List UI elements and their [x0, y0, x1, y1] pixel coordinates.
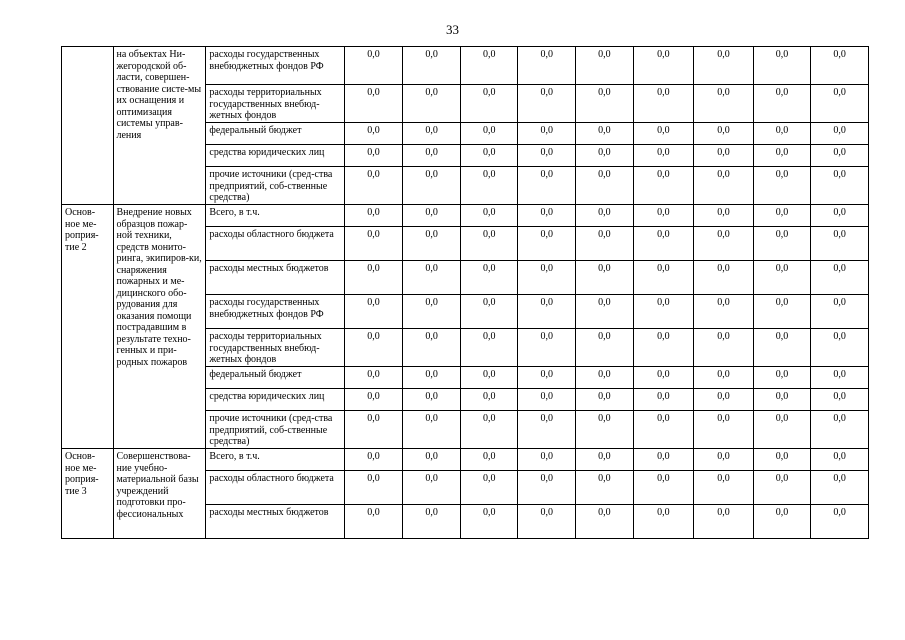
table-row — [62, 47, 869, 85]
value-cell: 0,0 — [518, 205, 576, 227]
funding-source-cell: средства юридических лиц — [206, 145, 344, 167]
value-cell: 0,0 — [694, 505, 754, 539]
value-cell: 0,0 — [576, 367, 634, 389]
value-cell: 0,0 — [576, 449, 634, 471]
value-cell: 0,0 — [753, 411, 811, 449]
value-cell: 0,0 — [344, 505, 403, 539]
value-cell: 0,0 — [344, 123, 403, 145]
value-cell: 0,0 — [811, 505, 869, 539]
value-cell: 0,0 — [811, 329, 869, 367]
value-cell: 0,0 — [753, 261, 811, 295]
value-cell: 0,0 — [811, 449, 869, 471]
value-cell: 0,0 — [460, 505, 518, 539]
value-cell: 0,0 — [460, 471, 518, 505]
value-cell: 0,0 — [694, 411, 754, 449]
value-cell: 0,0 — [344, 389, 403, 411]
value-cell: 0,0 — [344, 329, 403, 367]
value-cell: 0,0 — [518, 123, 576, 145]
value-cell: 0,0 — [344, 167, 403, 205]
event-cell: Основ-ное ме-роприя-тие 2 — [62, 205, 114, 449]
value-cell: 0,0 — [344, 85, 403, 123]
value-cell: 0,0 — [753, 205, 811, 227]
value-cell: 0,0 — [576, 205, 634, 227]
value-cell: 0,0 — [753, 329, 811, 367]
value-cell: 0,0 — [518, 471, 576, 505]
value-cell: 0,0 — [460, 167, 518, 205]
value-cell: 0,0 — [694, 389, 754, 411]
value-cell: 0,0 — [811, 471, 869, 505]
funding-source-cell: прочие источники (сред-ства предприятий, соб-ственные средства) — [206, 167, 344, 205]
value-cell: 0,0 — [694, 227, 754, 261]
value-cell: 0,0 — [694, 471, 754, 505]
value-cell: 0,0 — [576, 329, 634, 367]
value-cell: 0,0 — [633, 389, 694, 411]
value-cell: 0,0 — [518, 295, 576, 329]
value-cell: 0,0 — [576, 123, 634, 145]
value-cell: 0,0 — [811, 145, 869, 167]
value-cell: 0,0 — [344, 411, 403, 449]
value-cell: 0,0 — [460, 85, 518, 123]
funding-source-cell: средства юридических лиц — [206, 389, 344, 411]
value-cell: 0,0 — [403, 145, 461, 167]
page-number: 33 — [446, 22, 459, 37]
funding-source-cell: федеральный бюджет — [206, 123, 344, 145]
value-cell: 0,0 — [576, 471, 634, 505]
funding-source-cell: расходы областного бюджета — [206, 227, 344, 261]
value-cell: 0,0 — [518, 367, 576, 389]
value-cell: 0,0 — [576, 47, 634, 85]
value-cell: 0,0 — [633, 471, 694, 505]
value-cell: 0,0 — [403, 123, 461, 145]
value-cell: 0,0 — [403, 227, 461, 261]
value-cell: 0,0 — [344, 471, 403, 505]
value-cell: 0,0 — [344, 261, 403, 295]
funding-source-cell: расходы государственных внебюджетных фондов РФ — [206, 295, 344, 329]
value-cell: 0,0 — [460, 411, 518, 449]
value-cell: 0,0 — [344, 295, 403, 329]
value-cell: 0,0 — [694, 261, 754, 295]
value-cell: 0,0 — [518, 261, 576, 295]
value-cell: 0,0 — [811, 411, 869, 449]
value-cell: 0,0 — [633, 329, 694, 367]
value-cell: 0,0 — [460, 123, 518, 145]
value-cell: 0,0 — [694, 47, 754, 85]
value-cell: 0,0 — [576, 85, 634, 123]
value-cell: 0,0 — [753, 47, 811, 85]
value-cell: 0,0 — [518, 449, 576, 471]
event-description-cell: на объектах Ни-жегородской об-ласти, совершен-ствование систе-мы их оснащения и оптимизация системы управ-ления — [113, 47, 206, 205]
value-cell: 0,0 — [518, 411, 576, 449]
value-cell: 0,0 — [403, 505, 461, 539]
value-cell: 0,0 — [518, 389, 576, 411]
value-cell: 0,0 — [694, 367, 754, 389]
value-cell: 0,0 — [460, 145, 518, 167]
funding-source-cell: расходы местных бюджетов — [206, 261, 344, 295]
value-cell: 0,0 — [694, 449, 754, 471]
value-cell: 0,0 — [694, 205, 754, 227]
value-cell: 0,0 — [460, 449, 518, 471]
value-cell: 0,0 — [633, 145, 694, 167]
funding-source-cell: расходы областного бюджета — [206, 471, 344, 505]
value-cell: 0,0 — [811, 261, 869, 295]
value-cell: 0,0 — [753, 367, 811, 389]
value-cell: 0,0 — [403, 329, 461, 367]
event-description-cell: Совершенствова-ние учебно-материальной базы учреждений подготовки про-фессиональных — [113, 449, 206, 539]
funding-source-cell: федеральный бюджет — [206, 367, 344, 389]
value-cell: 0,0 — [576, 261, 634, 295]
value-cell: 0,0 — [403, 47, 461, 85]
table-row — [62, 449, 869, 471]
value-cell: 0,0 — [344, 205, 403, 227]
value-cell: 0,0 — [694, 123, 754, 145]
value-cell: 0,0 — [694, 329, 754, 367]
value-cell: 0,0 — [460, 295, 518, 329]
value-cell: 0,0 — [576, 227, 634, 261]
value-cell: 0,0 — [460, 261, 518, 295]
value-cell: 0,0 — [403, 261, 461, 295]
value-cell: 0,0 — [403, 295, 461, 329]
budget-table — [61, 46, 869, 539]
value-cell: 0,0 — [403, 411, 461, 449]
value-cell: 0,0 — [576, 505, 634, 539]
value-cell: 0,0 — [518, 47, 576, 85]
value-cell: 0,0 — [460, 389, 518, 411]
value-cell: 0,0 — [753, 145, 811, 167]
value-cell: 0,0 — [460, 227, 518, 261]
value-cell: 0,0 — [403, 471, 461, 505]
value-cell: 0,0 — [633, 85, 694, 123]
value-cell: 0,0 — [694, 167, 754, 205]
value-cell: 0,0 — [344, 227, 403, 261]
value-cell: 0,0 — [633, 295, 694, 329]
value-cell: 0,0 — [633, 47, 694, 85]
value-cell: 0,0 — [633, 227, 694, 261]
value-cell: 0,0 — [633, 411, 694, 449]
value-cell: 0,0 — [460, 367, 518, 389]
funding-source-cell: расходы территориальных государственных внебюд-жетных фондов — [206, 329, 344, 367]
value-cell: 0,0 — [633, 367, 694, 389]
value-cell: 0,0 — [753, 85, 811, 123]
value-cell: 0,0 — [753, 167, 811, 205]
value-cell: 0,0 — [460, 205, 518, 227]
value-cell: 0,0 — [694, 145, 754, 167]
table-row — [62, 205, 869, 227]
value-cell: 0,0 — [460, 329, 518, 367]
funding-source-cell: прочие источники (сред-ства предприятий, соб-ственные средства) — [206, 411, 344, 449]
value-cell: 0,0 — [403, 367, 461, 389]
value-cell: 0,0 — [694, 85, 754, 123]
value-cell: 0,0 — [576, 295, 634, 329]
value-cell: 0,0 — [811, 295, 869, 329]
value-cell: 0,0 — [403, 85, 461, 123]
value-cell: 0,0 — [518, 145, 576, 167]
value-cell: 0,0 — [811, 367, 869, 389]
value-cell: 0,0 — [403, 449, 461, 471]
value-cell: 0,0 — [576, 167, 634, 205]
funding-source-cell: расходы государственных внебюджетных фондов РФ — [206, 47, 344, 85]
funding-source-cell: расходы территориальных государственных внебюд-жетных фондов — [206, 85, 344, 123]
value-cell: 0,0 — [460, 47, 518, 85]
funding-source-cell: Всего, в т.ч. — [206, 205, 344, 227]
value-cell: 0,0 — [344, 145, 403, 167]
value-cell: 0,0 — [811, 167, 869, 205]
funding-source-cell: расходы местных бюджетов — [206, 505, 344, 539]
value-cell: 0,0 — [811, 47, 869, 85]
value-cell: 0,0 — [518, 227, 576, 261]
value-cell: 0,0 — [576, 411, 634, 449]
value-cell: 0,0 — [633, 123, 694, 145]
value-cell: 0,0 — [753, 389, 811, 411]
value-cell: 0,0 — [811, 205, 869, 227]
value-cell: 0,0 — [403, 389, 461, 411]
value-cell: 0,0 — [633, 449, 694, 471]
value-cell: 0,0 — [576, 145, 634, 167]
value-cell: 0,0 — [576, 389, 634, 411]
value-cell: 0,0 — [633, 205, 694, 227]
value-cell: 0,0 — [633, 167, 694, 205]
value-cell: 0,0 — [344, 367, 403, 389]
event-cell — [62, 47, 114, 205]
value-cell: 0,0 — [403, 205, 461, 227]
value-cell: 0,0 — [753, 123, 811, 145]
event-description-cell: Внедрение новых образцов пожар-ной техники, средств монито-ринга, экипиров-ки, снаряжения пожарных и ме-дицинского обо-рудования для оказания помощи пострадавшим в результате техно-генных и при-родных пожаров — [113, 205, 206, 449]
value-cell: 0,0 — [753, 295, 811, 329]
value-cell: 0,0 — [518, 505, 576, 539]
value-cell: 0,0 — [753, 227, 811, 261]
value-cell: 0,0 — [811, 227, 869, 261]
value-cell: 0,0 — [811, 389, 869, 411]
value-cell: 0,0 — [694, 295, 754, 329]
value-cell: 0,0 — [633, 505, 694, 539]
value-cell: 0,0 — [344, 449, 403, 471]
budget-table-body — [62, 47, 869, 539]
value-cell: 0,0 — [753, 505, 811, 539]
value-cell: 0,0 — [518, 167, 576, 205]
value-cell: 0,0 — [403, 167, 461, 205]
value-cell: 0,0 — [344, 47, 403, 85]
funding-source-cell: Всего, в т.ч. — [206, 449, 344, 471]
value-cell: 0,0 — [753, 449, 811, 471]
value-cell: 0,0 — [753, 471, 811, 505]
event-cell: Основ-ное ме-роприя-тие 3 — [62, 449, 114, 539]
value-cell: 0,0 — [518, 85, 576, 123]
value-cell: 0,0 — [518, 329, 576, 367]
value-cell: 0,0 — [633, 261, 694, 295]
value-cell: 0,0 — [811, 123, 869, 145]
value-cell: 0,0 — [811, 85, 869, 123]
